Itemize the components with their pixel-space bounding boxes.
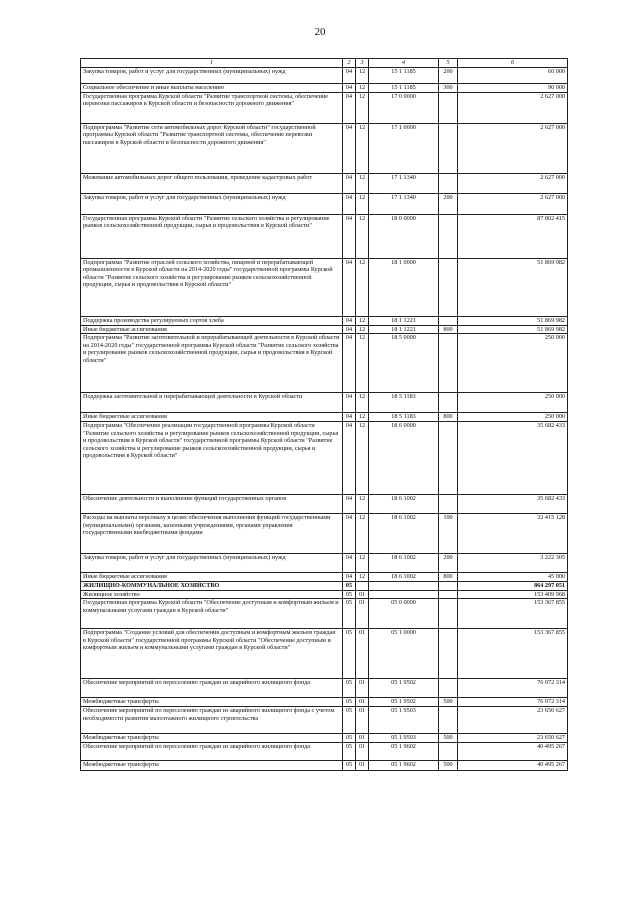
row-name-cell: Государственная программа Курской области "Развитие сельского хозяйства и регулирование рынков сельскохозяйственной продукции, сырья и продовольствия в Курской области" bbox=[81, 215, 343, 259]
table-row bbox=[81, 124, 568, 174]
row-expense-type-cell: 500 bbox=[439, 698, 458, 707]
row-subsection-cell: 01 bbox=[356, 629, 369, 679]
row-amount-cell: 250 000 bbox=[458, 413, 568, 422]
row-target-article-cell: 05 1 0000 bbox=[369, 629, 439, 679]
row-target-article-cell: 18 5 1183 bbox=[369, 393, 439, 413]
row-expense-type-cell bbox=[439, 743, 458, 761]
row-name-cell: Обеспечение мероприятий по переселению граждан из аварийного жилищного фонда bbox=[81, 743, 343, 761]
row-name-cell: Иные бюджетные ассигнования bbox=[81, 573, 343, 581]
budget-table bbox=[80, 58, 568, 771]
row-name-cell: Межевание автомобильных дорог общего пользования, проведение кадастровых работ bbox=[81, 174, 343, 194]
row-name-cell: Иные бюджетные ассигнования bbox=[81, 326, 343, 334]
row-subsection-cell: 01 bbox=[356, 698, 369, 707]
row-subsection-cell: 12 bbox=[356, 334, 369, 393]
table-row bbox=[81, 174, 568, 194]
row-target-article-cell bbox=[369, 590, 439, 598]
row-expense-type-cell: 500 bbox=[439, 761, 458, 771]
row-name-cell: Обеспечение мероприятий по переселению граждан из аварийного жилищного фонда bbox=[81, 679, 343, 698]
row-section-cell: 04 bbox=[343, 174, 356, 194]
table-row bbox=[81, 215, 568, 259]
row-target-article-cell: 17 1 1340 bbox=[369, 194, 439, 215]
table-row bbox=[81, 413, 568, 422]
row-subsection-cell: 01 bbox=[356, 599, 369, 629]
row-expense-type-cell bbox=[439, 629, 458, 679]
row-name-cell: Обеспечение деятельности и выполнение функций государственных органов bbox=[81, 495, 343, 514]
row-amount-cell: 32 415 128 bbox=[458, 514, 568, 554]
row-expense-type-cell: 500 bbox=[439, 734, 458, 743]
row-expense-type-cell bbox=[439, 679, 458, 698]
table-row bbox=[81, 743, 568, 761]
row-name-cell: Поддержка производства регулируемых сортов хлеба bbox=[81, 317, 343, 326]
row-section-cell: 04 bbox=[343, 68, 356, 84]
table-row bbox=[81, 590, 568, 598]
row-expense-type-cell bbox=[439, 317, 458, 326]
table-row bbox=[81, 317, 568, 326]
row-subsection-cell: 12 bbox=[356, 68, 369, 84]
row-expense-type-cell bbox=[439, 590, 458, 598]
row-amount-cell: 2 627 000 bbox=[458, 174, 568, 194]
row-subsection-cell: 01 bbox=[356, 679, 369, 698]
row-name-cell: Государственная программа Курской области "Обеспечение доступным и комфортным жильем и коммунальными услугами граждан в Курской области" bbox=[81, 599, 343, 629]
header-row bbox=[81, 59, 568, 68]
row-expense-type-cell: 100 bbox=[439, 514, 458, 554]
row-name-cell: Государственная программа Курской области "Развитие транспортной системы, обеспечение перевозки пассажиров в Курской области и безопасности дорожного движения" bbox=[81, 93, 343, 124]
row-amount-cell: 76 072 314 bbox=[458, 679, 568, 698]
row-expense-type-cell bbox=[439, 581, 458, 590]
row-subsection-cell: 12 bbox=[356, 514, 369, 554]
table-row bbox=[81, 393, 568, 413]
table-row bbox=[81, 84, 568, 93]
row-expense-type-cell bbox=[439, 599, 458, 629]
row-subsection-cell: 12 bbox=[356, 194, 369, 215]
table-row bbox=[81, 326, 568, 334]
row-amount-cell: 23 650 627 bbox=[458, 734, 568, 743]
row-name-cell: ЖИЛИЩНО-КОММУНАЛЬНОЕ ХОЗЯЙСТВО bbox=[81, 581, 343, 590]
row-subsection-cell: 12 bbox=[356, 174, 369, 194]
row-section-cell: 05 bbox=[343, 581, 356, 590]
row-section-cell: 05 bbox=[343, 743, 356, 761]
row-name-cell: Иные бюджетные ассигнования bbox=[81, 413, 343, 422]
row-amount-cell: 153 409 968 bbox=[458, 590, 568, 598]
row-subsection-cell: 12 bbox=[356, 326, 369, 334]
row-amount-cell: 250 000 bbox=[458, 334, 568, 393]
row-subsection-cell: 12 bbox=[356, 259, 369, 317]
row-section-cell: 05 bbox=[343, 761, 356, 771]
row-subsection-cell: 01 bbox=[356, 761, 369, 771]
row-name-cell: Подпрограмма "Развитие заготовительной и перерабатывающей деятельности в Курской области на 2014-2020 годы" государственной программы Курской области "Развитие сельского хозяйства и регулирование рынков сельскохозяйственной продукции, сырья и продовольствия в Курской области" bbox=[81, 334, 343, 393]
row-expense-type-cell: 800 bbox=[439, 573, 458, 581]
row-target-article-cell: 18 5 0000 bbox=[369, 334, 439, 393]
row-target-article-cell: 17 0 0000 bbox=[369, 93, 439, 124]
row-target-article-cell: 18 1 1221 bbox=[369, 326, 439, 334]
row-expense-type-cell: 300 bbox=[439, 84, 458, 93]
header-col-section: 2 bbox=[343, 59, 356, 68]
row-target-article-cell: 05 1 9502 bbox=[369, 679, 439, 698]
row-section-cell: 04 bbox=[343, 93, 356, 124]
table-row bbox=[81, 554, 568, 573]
header-col-amount: 6 bbox=[458, 59, 568, 68]
table-row bbox=[81, 629, 568, 679]
row-subsection-cell: 01 bbox=[356, 590, 369, 598]
row-expense-type-cell: 800 bbox=[439, 326, 458, 334]
row-name-cell: Закупка товаров, работ и услуг для государственных (муниципальных) нужд bbox=[81, 68, 343, 84]
row-name-cell: Подпрограмма "Обеспечение реализации государственной программы Курской области "Развитие сельского хозяйства и регулирование рынков сельскохозяйственной продукции, сырья и продовольствия в Курской области" государственной программы Курской области "Развитие сельского хозяйства и регулирование рынков сельскохозяйственной продукции, сырья и продовольствия в Курской области" bbox=[81, 422, 343, 495]
row-name-cell: Межбюджетные трансферты bbox=[81, 761, 343, 771]
row-amount-cell: 40 495 267 bbox=[458, 743, 568, 761]
row-section-cell: 05 bbox=[343, 734, 356, 743]
row-name-cell: Межбюджетные трансферты bbox=[81, 734, 343, 743]
row-expense-type-cell bbox=[439, 334, 458, 393]
row-name-cell: Закупка товаров, работ и услуг для государственных (муниципальных) нужд bbox=[81, 194, 343, 215]
row-amount-cell: 2 627 000 bbox=[458, 124, 568, 174]
table-row bbox=[81, 679, 568, 698]
row-section-cell: 05 bbox=[343, 679, 356, 698]
table-row bbox=[81, 68, 568, 84]
row-target-article-cell: 18 6 1002 bbox=[369, 554, 439, 573]
row-amount-cell: 40 495 267 bbox=[458, 761, 568, 771]
table-row bbox=[81, 93, 568, 124]
table-row bbox=[81, 698, 568, 707]
row-name-cell: Обеспечение мероприятий по переселению граждан из аварийного жилищного фонда с учетом необходимости развития малоэтажного жилищного строительства bbox=[81, 707, 343, 734]
row-target-article-cell bbox=[369, 581, 439, 590]
row-name-cell: Закупка товаров, работ и услуг для государственных (муниципальных) нужд bbox=[81, 554, 343, 573]
table-row bbox=[81, 573, 568, 581]
row-subsection-cell: 12 bbox=[356, 84, 369, 93]
row-subsection-cell: 12 bbox=[356, 495, 369, 514]
row-subsection-cell: 12 bbox=[356, 317, 369, 326]
row-subsection-cell: 12 bbox=[356, 393, 369, 413]
row-amount-cell: 51 869 982 bbox=[458, 317, 568, 326]
row-name-cell: Подпрограмма "Создание условий для обеспечения доступным и комфортным жильем граждан в Курской области" государственной программы Курской области "Обеспечение доступным и комфортным жильем и коммунальными услугами граждан в Курской области" bbox=[81, 629, 343, 679]
row-amount-cell: 60 000 bbox=[458, 68, 568, 84]
row-amount-cell: 23 650 627 bbox=[458, 707, 568, 734]
table-row bbox=[81, 599, 568, 629]
row-target-article-cell: 18 1 1221 bbox=[369, 317, 439, 326]
row-section-cell: 04 bbox=[343, 413, 356, 422]
row-amount-cell: 51 869 982 bbox=[458, 259, 568, 317]
row-expense-type-cell bbox=[439, 393, 458, 413]
row-section-cell: 04 bbox=[343, 495, 356, 514]
row-section-cell: 04 bbox=[343, 215, 356, 259]
table-row bbox=[81, 581, 568, 590]
row-name-cell: Подпрограмма "Развитие сети автомобильных дорог Курской области" государственной программы Курской области "Развитие транспортной системы, обеспечение перевозки пассажиров в Курской области и безопасности дорожного движения" bbox=[81, 124, 343, 174]
row-expense-type-cell bbox=[439, 422, 458, 495]
row-subsection-cell: 12 bbox=[356, 124, 369, 174]
row-expense-type-cell bbox=[439, 93, 458, 124]
row-name-cell: Подпрограмма "Развитие отраслей сельского хозяйства, пищевой и перерабатывающей промышленности в Курской области на 2014-2020 годы" государственной программы Курской области "Развитие сельского хозяйства и регулирование рынков сельскохозяйственной продукции, сырья и продовольствия в Курской области" bbox=[81, 259, 343, 317]
row-expense-type-cell bbox=[439, 707, 458, 734]
row-name-cell: Расходы на выплаты персоналу в целях обеспечения выполнения функций государственными (муниципальными) органами, казенными учреждениями, органами управления государственными внебюджетными фондами bbox=[81, 514, 343, 554]
row-amount-cell: 45 000 bbox=[458, 573, 568, 581]
table-row bbox=[81, 194, 568, 215]
row-target-article-cell: 18 6 1002 bbox=[369, 514, 439, 554]
row-expense-type-cell bbox=[439, 215, 458, 259]
row-section-cell: 05 bbox=[343, 590, 356, 598]
table-row bbox=[81, 514, 568, 554]
row-target-article-cell: 17 1 1340 bbox=[369, 174, 439, 194]
table-row bbox=[81, 334, 568, 393]
table-row bbox=[81, 259, 568, 317]
row-amount-cell: 3 222 305 bbox=[458, 554, 568, 573]
row-subsection-cell: 12 bbox=[356, 215, 369, 259]
row-section-cell: 05 bbox=[343, 599, 356, 629]
header-col-target-article: 4 bbox=[369, 59, 439, 68]
row-section-cell: 04 bbox=[343, 259, 356, 317]
row-target-article-cell: 18 0 0000 bbox=[369, 215, 439, 259]
row-expense-type-cell bbox=[439, 124, 458, 174]
row-target-article-cell: 05 1 9602 bbox=[369, 761, 439, 771]
row-subsection-cell: 01 bbox=[356, 743, 369, 761]
row-section-cell: 04 bbox=[343, 194, 356, 215]
row-expense-type-cell bbox=[439, 495, 458, 514]
row-target-article-cell: 18 6 1002 bbox=[369, 573, 439, 581]
header-col-name: 1 bbox=[81, 59, 343, 68]
row-amount-cell: 250 000 bbox=[458, 393, 568, 413]
row-amount-cell: 51 869 982 bbox=[458, 326, 568, 334]
row-subsection-cell bbox=[356, 581, 369, 590]
table-row bbox=[81, 761, 568, 771]
row-target-article-cell: 05 1 9602 bbox=[369, 743, 439, 761]
header-col-subsection: 3 bbox=[356, 59, 369, 68]
row-subsection-cell: 12 bbox=[356, 573, 369, 581]
row-section-cell: 04 bbox=[343, 514, 356, 554]
row-section-cell: 04 bbox=[343, 326, 356, 334]
row-subsection-cell: 12 bbox=[356, 93, 369, 124]
row-name-cell: Жилищное хозяйство bbox=[81, 590, 343, 598]
table-row bbox=[81, 495, 568, 514]
table-row bbox=[81, 734, 568, 743]
row-subsection-cell: 12 bbox=[356, 413, 369, 422]
row-section-cell: 04 bbox=[343, 317, 356, 326]
row-section-cell: 04 bbox=[343, 422, 356, 495]
row-amount-cell: 35 682 433 bbox=[458, 422, 568, 495]
row-expense-type-cell: 200 bbox=[439, 194, 458, 215]
row-name-cell: Социальное обеспечение и иные выплаты населению bbox=[81, 84, 343, 93]
table-header bbox=[81, 59, 568, 68]
row-section-cell: 04 bbox=[343, 124, 356, 174]
row-section-cell: 05 bbox=[343, 698, 356, 707]
row-amount-cell: 87 802 415 bbox=[458, 215, 568, 259]
row-target-article-cell: 05 1 9503 bbox=[369, 707, 439, 734]
row-subsection-cell: 01 bbox=[356, 707, 369, 734]
row-amount-cell: 35 682 433 bbox=[458, 495, 568, 514]
table-row bbox=[81, 707, 568, 734]
row-amount-cell: 153 367 855 bbox=[458, 629, 568, 679]
row-expense-type-cell: 200 bbox=[439, 68, 458, 84]
row-expense-type-cell bbox=[439, 174, 458, 194]
row-target-article-cell: 18 1 0000 bbox=[369, 259, 439, 317]
row-expense-type-cell: 800 bbox=[439, 413, 458, 422]
row-section-cell: 04 bbox=[343, 84, 356, 93]
row-target-article-cell: 05 1 9503 bbox=[369, 734, 439, 743]
row-target-article-cell: 05 0 0000 bbox=[369, 599, 439, 629]
row-section-cell: 04 bbox=[343, 573, 356, 581]
row-target-article-cell: 15 1 1185 bbox=[369, 84, 439, 93]
row-target-article-cell: 18 6 1002 bbox=[369, 495, 439, 514]
row-expense-type-cell: 200 bbox=[439, 554, 458, 573]
row-target-article-cell: 18 5 1183 bbox=[369, 413, 439, 422]
row-target-article-cell: 15 1 1185 bbox=[369, 68, 439, 84]
row-section-cell: 04 bbox=[343, 393, 356, 413]
row-section-cell: 04 bbox=[343, 554, 356, 573]
row-amount-cell: 2 627 000 bbox=[458, 194, 568, 215]
row-name-cell: Межбюджетные трансферты bbox=[81, 698, 343, 707]
row-amount-cell: 2 627 000 bbox=[458, 93, 568, 124]
row-section-cell: 05 bbox=[343, 629, 356, 679]
row-amount-cell: 90 000 bbox=[458, 84, 568, 93]
row-amount-cell: 864 297 051 bbox=[458, 581, 568, 590]
row-subsection-cell: 01 bbox=[356, 734, 369, 743]
row-amount-cell: 153 367 855 bbox=[458, 599, 568, 629]
row-section-cell: 04 bbox=[343, 334, 356, 393]
table-row bbox=[81, 422, 568, 495]
row-target-article-cell: 17 1 0000 bbox=[369, 124, 439, 174]
table-body bbox=[81, 68, 568, 771]
row-section-cell: 05 bbox=[343, 707, 356, 734]
row-name-cell: Поддержка заготовительной и перерабатывающей деятельности в Курской области bbox=[81, 393, 343, 413]
row-target-article-cell: 18 6 0000 bbox=[369, 422, 439, 495]
row-amount-cell: 76 072 314 bbox=[458, 698, 568, 707]
header-col-expense-type: 5 bbox=[439, 59, 458, 68]
page-number: 20 bbox=[314, 26, 326, 38]
row-expense-type-cell bbox=[439, 259, 458, 317]
row-target-article-cell: 05 1 9502 bbox=[369, 698, 439, 707]
row-subsection-cell: 12 bbox=[356, 554, 369, 573]
row-subsection-cell: 12 bbox=[356, 422, 369, 495]
